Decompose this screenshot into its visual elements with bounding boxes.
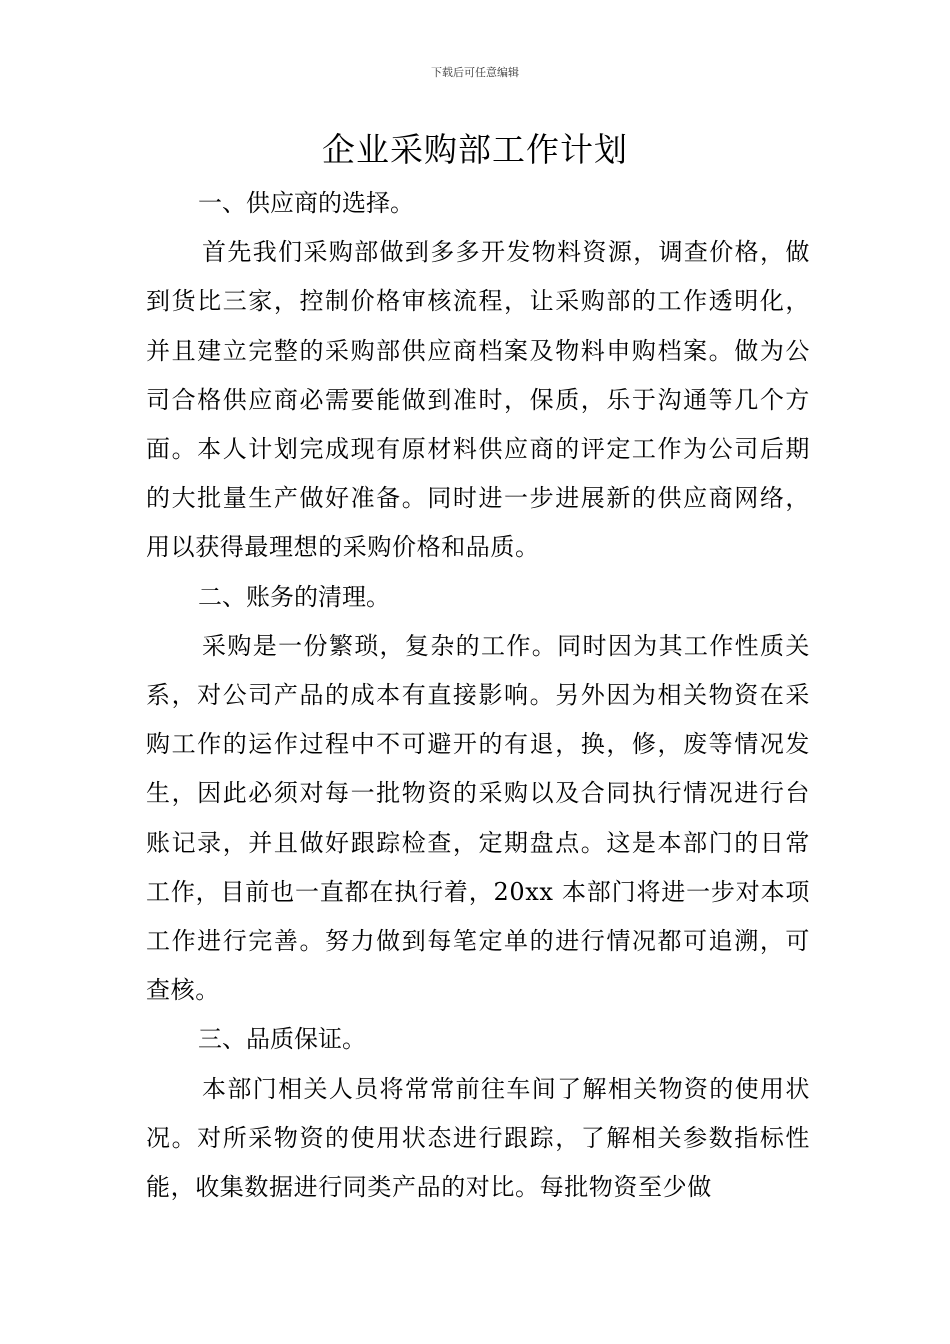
- section-supplier-selection: [146, 179, 810, 573]
- section-paragraph: 采购是一份繁琐，复杂的工作。同时因为其工作性质关系，对公司产品的成本有直接影响。另外因为相关物资在采购工作的运作过程中不可避开的有退，换，修，废等情况发生，因此必须对每一批物资的采购以及合同执行情况进行台账记录，并且做好跟踪检查，定期盘点。这是本部门的日常工作，目前也一直都在执行着，20xx 本部门将进一步对本项工作进行完善。努力做到每笔定单的进行情况都可追溯，可查核。: [146, 631, 810, 1005]
- section-heading: 三、品质保证。: [198, 1025, 366, 1054]
- section-heading: 一、供应商的选择。: [198, 189, 414, 217]
- header-note: 下载后可任意编辑: [431, 66, 519, 79]
- section-paragraph: 本部门相关人员将常常前往车间了解相关物资的使用状况。对所采物资的使用状态进行跟踪，了解相关参数指标性能，收集数据进行同类产品的对比。每批物资至少做: [146, 1074, 810, 1202]
- document-body: [146, 179, 810, 1212]
- document-title: 企业采购部工作计划: [322, 130, 628, 169]
- section-account-cleanup: [146, 573, 810, 1016]
- section-heading: 二、账务的清理。: [198, 582, 390, 611]
- section-paragraph: 首先我们采购部做到多多开发物料资源，调查价格，做到货比三家，控制价格审核流程，让采购部的工作透明化，并且建立完整的采购部供应商档案及物料申购档案。做为公司合格供应商必需要能做到准时，保质，乐于沟通等几个方面。本人计划完成现有原材料供应商的评定工作为公司后期的大批量生产做好准备。同时进一步进展新的供应商网络，用以获得最理想的采购价格和品质。: [146, 238, 810, 562]
- section-quality-assurance: [146, 1015, 810, 1212]
